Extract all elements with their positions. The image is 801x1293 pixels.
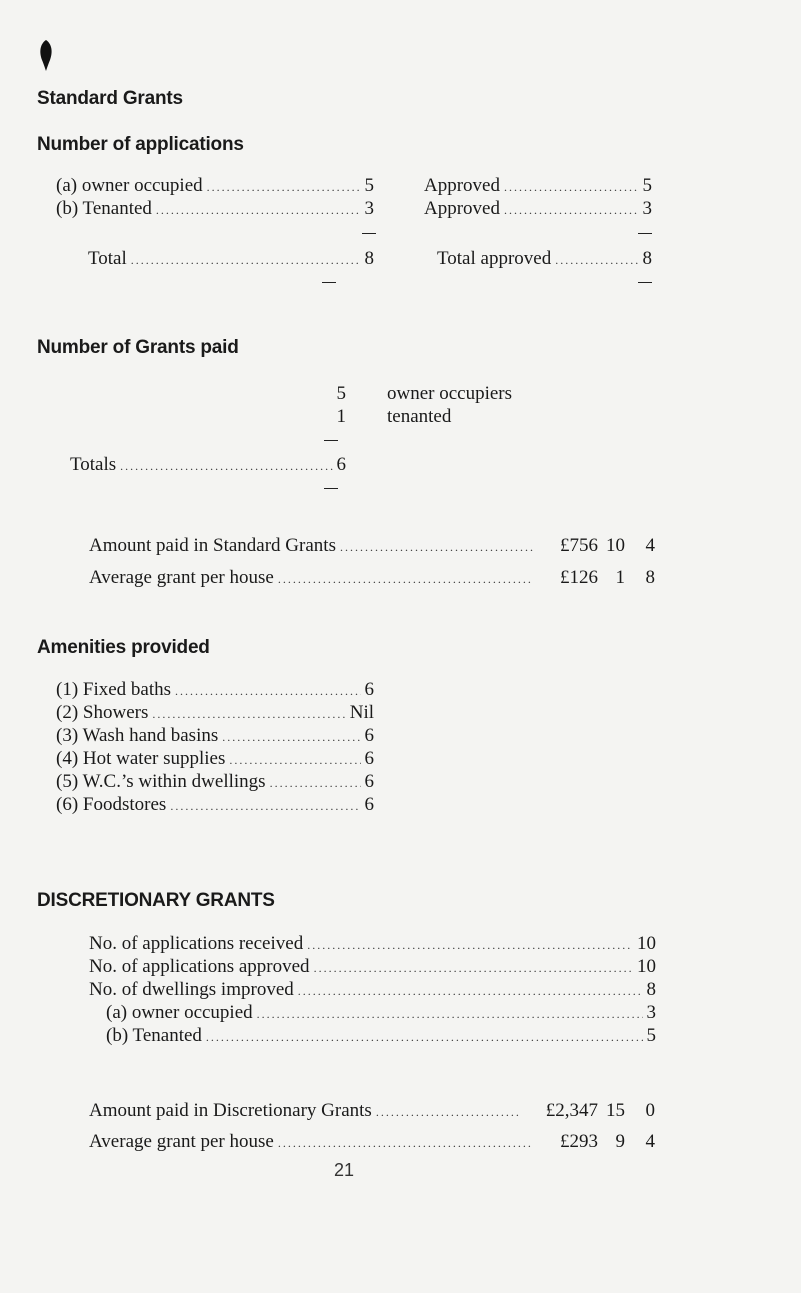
standard-average-row <box>89 567 537 589</box>
applications-heading: Number of applications <box>37 134 244 155</box>
application-row-owner <box>56 175 374 197</box>
approved-value: 3 <box>642 198 652 219</box>
discretionary-label: No. of dwellings improved <box>89 979 294 1000</box>
application-label: (a) owner occupied <box>56 175 203 196</box>
discretionary-row <box>89 979 656 1001</box>
amount-shillings: 15 <box>606 1100 625 1121</box>
paid-tenanted-label: tenanted <box>387 406 452 427</box>
amenity-row <box>56 725 374 747</box>
discretionary-value: 10 <box>637 956 656 977</box>
totals-row <box>70 454 346 476</box>
amenity-value: 6 <box>364 771 374 792</box>
rule <box>324 440 338 441</box>
approved-value: 5 <box>642 175 652 196</box>
amenity-value: 6 <box>364 794 374 815</box>
discretionary-row <box>106 1002 656 1024</box>
discretionary-heading: DISCRETIONARY GRANTS <box>37 890 275 911</box>
approved-row-owner <box>424 175 652 197</box>
total-label: Total <box>88 248 127 269</box>
rule <box>638 233 652 234</box>
leaf-mark-icon <box>38 38 54 72</box>
amenity-label: (4) Hot water supplies <box>56 748 226 769</box>
amount-pounds: £2,347 <box>545 1100 598 1121</box>
amenity-value: 6 <box>364 725 374 746</box>
amenity-label: (1) Fixed baths <box>56 679 172 700</box>
discretionary-row <box>89 933 656 955</box>
totals-value: 6 <box>336 454 346 475</box>
discretionary-row <box>106 1025 656 1047</box>
standard-grants-heading: Standard Grants <box>37 88 183 109</box>
discretionary-amount-row <box>89 1100 525 1122</box>
discretionary-label: (b) Tenanted <box>106 1025 202 1046</box>
discretionary-value: 5 <box>646 1025 656 1046</box>
amenity-value: 6 <box>364 748 374 769</box>
total-row <box>88 248 374 270</box>
average-pence: 8 <box>645 567 655 588</box>
amenity-row <box>56 679 374 701</box>
page-number: 21 <box>334 1160 355 1180</box>
application-value: 3 <box>364 198 374 219</box>
total-approved-value: 8 <box>642 248 652 269</box>
total-approved-label: Total approved <box>437 248 552 269</box>
amount-pence: 0 <box>645 1100 655 1121</box>
amenity-value: 6 <box>364 679 374 700</box>
amount-label: Amount paid in Discretionary Grants <box>89 1100 372 1121</box>
discretionary-average-row <box>89 1131 537 1153</box>
application-value: 5 <box>364 175 374 196</box>
discretionary-value: 8 <box>646 979 656 1000</box>
amount-label: Amount paid in Standard Grants <box>89 535 336 556</box>
rule <box>324 488 338 489</box>
approved-row-tenanted <box>424 198 652 220</box>
amenity-row <box>56 702 374 724</box>
paid-owner-value: 5 <box>336 383 346 404</box>
average-shillings: 9 <box>615 1131 625 1152</box>
amenity-label: (3) Wash hand basins <box>56 725 219 746</box>
application-row-tenanted <box>56 198 374 220</box>
amenity-label: (5) W.C.’s within dwellings <box>56 771 266 792</box>
discretionary-label: No. of applications received <box>89 933 304 954</box>
amenity-row <box>56 771 374 793</box>
discretionary-label: (a) owner occupied <box>106 1002 253 1023</box>
amenities-heading: Amenities provided <box>37 637 210 658</box>
rule <box>322 282 336 283</box>
amenity-value: Nil <box>349 702 374 723</box>
average-shillings: 1 <box>615 567 625 588</box>
application-label: (b) Tenanted <box>56 198 152 219</box>
average-pence: 4 <box>645 1131 655 1152</box>
discretionary-label: No. of applications approved <box>89 956 310 977</box>
standard-amount-row <box>89 535 537 557</box>
amenity-label: (6) Foodstores <box>56 794 167 815</box>
totals-label: Totals <box>70 454 117 475</box>
approved-label: Approved <box>424 198 500 219</box>
paid-tenanted-value: 1 <box>336 406 346 427</box>
grants-paid-heading: Number of Grants paid <box>37 337 239 358</box>
total-approved-row <box>437 248 652 270</box>
amenity-row <box>56 748 374 770</box>
average-pounds: £126 <box>560 567 598 588</box>
average-label: Average grant per house <box>89 567 274 588</box>
average-pounds: £293 <box>560 1131 598 1152</box>
total-value: 8 <box>364 248 374 269</box>
paid-owner-label: owner occupiers <box>387 383 513 404</box>
amount-pence: 4 <box>645 535 655 556</box>
amenity-label: (2) Showers <box>56 702 149 723</box>
rule <box>362 233 376 234</box>
discretionary-row <box>89 956 656 978</box>
rule <box>638 282 652 283</box>
discretionary-value: 10 <box>637 933 656 954</box>
amenity-row <box>56 794 374 816</box>
amount-pounds: £756 <box>560 535 598 556</box>
discretionary-value: 3 <box>646 1002 656 1023</box>
approved-label: Approved <box>424 175 500 196</box>
amount-shillings: 10 <box>606 535 625 556</box>
average-label: Average grant per house <box>89 1131 274 1152</box>
